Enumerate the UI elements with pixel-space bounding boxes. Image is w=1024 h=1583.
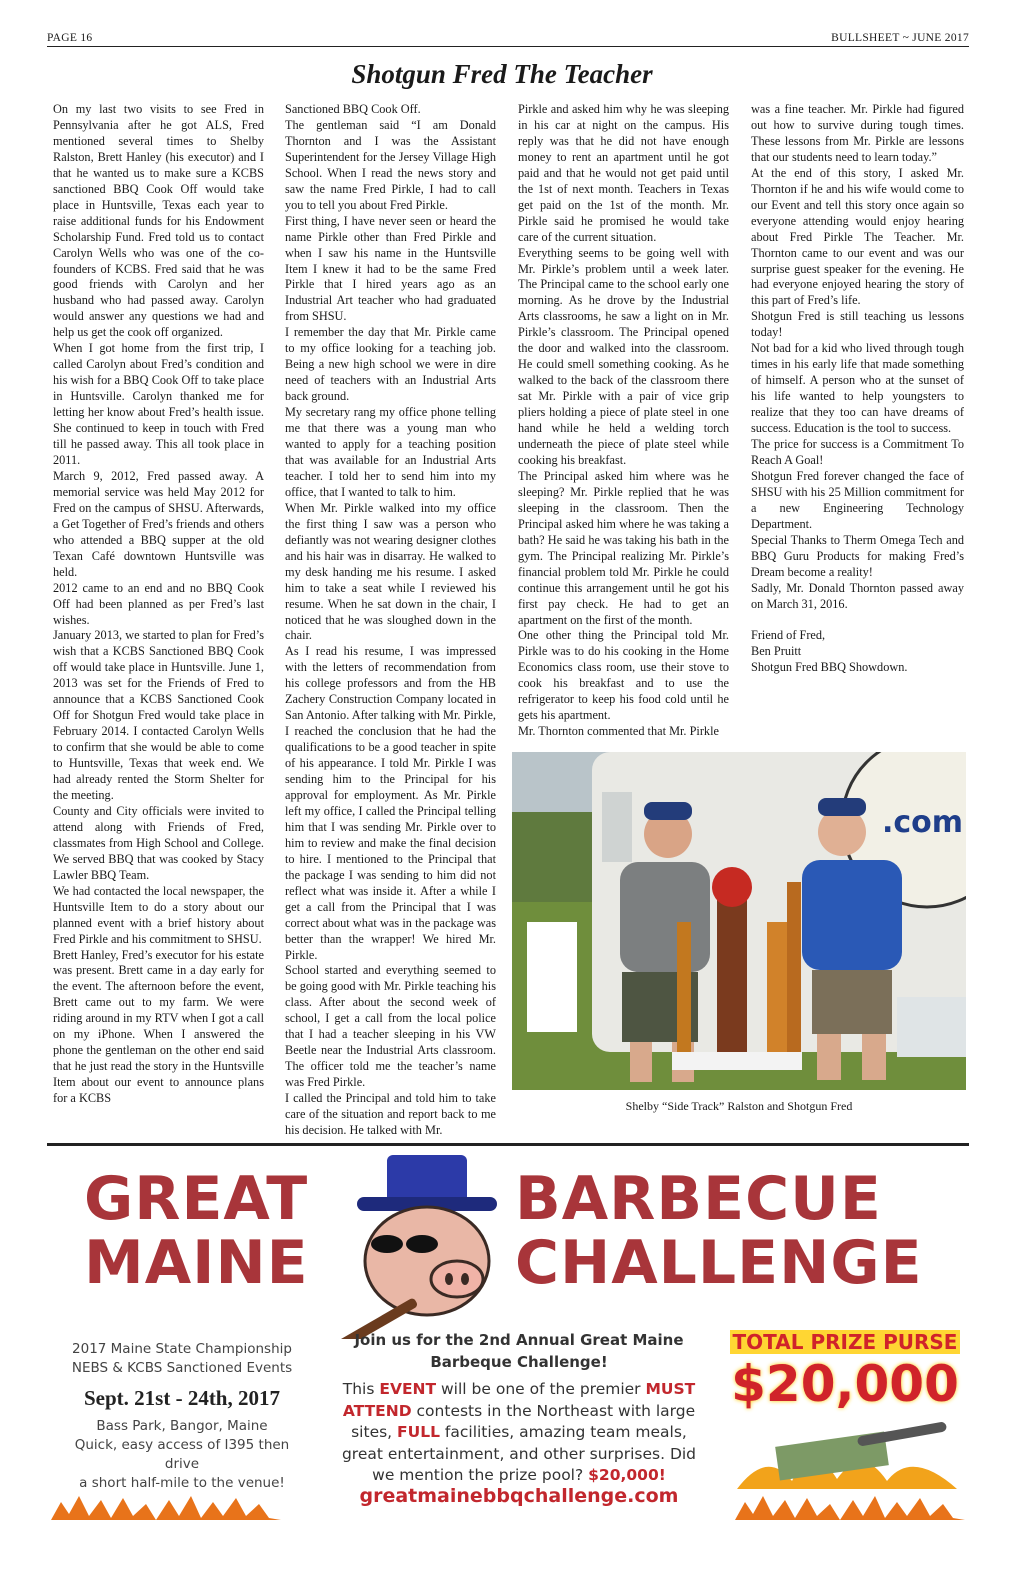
paragraph: was a fine teacher. Mr. Pirkle had figured out how to survive during tough times. These lessons from Mr. Pirkle are lessons that our students need to learn today.”	[751, 102, 964, 164]
paragraph: When Mr. Pirkle walked into my office the first thing I saw was a person who defiantly was not wearing designer clothes and his hair was in disarray. He walked to my desk handing me his resume. I asked him to take a seat while I reviewed his resume. When he sat down in the chair, I noticed that he was sloughed down in the chair.	[285, 500, 496, 643]
ad-body-part: This	[342, 1380, 380, 1398]
signoff-line: Friend of Fred,	[751, 628, 826, 643]
article-photo	[512, 752, 966, 1090]
ad-body-part: facilities, amazing team meals, great entertainment, and other surprises. Did we mention the prize pool?	[341, 1423, 697, 1484]
ad-highlight: $20,000!	[588, 1466, 666, 1484]
paragraph: Pirkle and asked him why he was sleeping in his car at night on the campus. His reply was that he did not have enough money to rent an apartment until he got paid and that he would not get paid until the 1st of next month. Teachers in Texas get paid on the 1st of the month. Mr. Pirkle said he promised he would take care of the current situation.	[518, 102, 729, 244]
paragraph: The Principal asked him where was he sleeping? Mr. Pirkle replied that he was sleeping in the classroom. Then the Principal asked him where he was taking a bath? He said he was taking his bath in the gym. The Principal realizing Mr. Pirkle’s financial problem told Mr. Pirkle he could continue this arrangement until he got his first pay check. He had to get an apartment on the first of the month.	[518, 468, 729, 627]
ad-event-details	[57, 1340, 307, 1493]
paragraph: The gentleman said “I am Donald Thornton and I was the Assistant Superintendent for the Jersey Village High School. When I read the news story and saw the name Fred Pirkle, I had to call you to tell you about Fred Pirkle.	[285, 117, 496, 212]
paragraph: My secretary rang my office phone telling me that there was a young man who wanted to apply for a teaching position that was available for an Industrial Arts teacher. I told her to send him into my office, that I wanted to talk to him.	[285, 405, 496, 499]
ad-venue-line: a short half-mile to the venue!	[79, 1475, 285, 1491]
paragraph: Everything seems to be going well with Mr. Pirkle’s problem until a week later. The Principal came to the school early one morning. As he drove by the Industrial Arts classrooms, he saw a light on in Mr. Pirkle’s classroom. The Principal opened the door and walked into the classroom. He could smell something cooking. As he walked to the back of the classroom there sat Mr. Pirkle with a pair of vice grip pliers holding a piece of plate steel in one hand while he held a welding torch underneath the piece of plate steel while cooking his breakfast.	[518, 245, 729, 467]
paragraph: First thing, I have never seen or heard the name Pirkle other than Fred Pirkle and when I saw his name in the Huntsville Item I knew it had to be the same Fred Pirkle that I hired years ago as an Industrial Art teacher who had graduated from SHSU.	[285, 213, 496, 324]
paragraph: When I got home from the first trip, I called Carolyn about Fred’s condition and his wish for a BBQ Cook Off to take place in Huntsville. Carolyn thanked me for letting her know about Fred’s health issue. She continued to keep in touch with Fred till he passed away. This all took place in 2011.	[53, 341, 264, 467]
paragraph: Sanctioned BBQ Cook Off.	[285, 102, 421, 116]
article-column-4	[751, 102, 964, 752]
ad-invitation	[329, 1329, 709, 1487]
paragraph: On my last two visits to see Fred in Pennsylvania after he got ALS, Fred mentioned several times to Shelby Ralston, Brett Hanley (his executor) and I that he wanted us to make sure a KCBS sanctioned BBQ Cook Off would take place in Huntsville, Texas each year to raise additional funds for his Endowment Scholarship Fund. Fred told us to contact Carolyn Wells who was one of the co-founders of KCBS. Fred said that he was good friends with Carolyn and her husband who had passed away. Carolyn would answer any questions we had and help us get the cook off organized.	[53, 102, 264, 340]
paragraph: As I read his resume, I was impressed with the letters of recommendation from his college professors and from the HB Zachery Construction Company located in San Antonio. After talking with Mr. Pirkle, I reached the conclusion that he had the qualifications to be a good teacher in spite of his appearance. I told Mr. Pirkle I was sending him to the Principal for his approval for employment. As Mr. Pirkle left my office, I called the Principal telling him that I was sending Mr. Pirkle over to him to review and make the final decision to hire. I mentioned to the Principal that the package I was sending to him did not reflect what was inside it. After a while I get a call from the Principal that I was correct about what was in the package was better than the wrapper! We hired Mr. Pirkle.	[285, 644, 496, 962]
ad-body-text	[329, 1379, 709, 1487]
signoff-line: Ben Pruitt	[751, 644, 802, 659]
money-grill-icon	[737, 1419, 957, 1499]
paragraph: I remember the day that Mr. Pirkle came to my office looking for a teaching job. Being a new high school we were in dire need of teachers with an Industrial Arts back ground.	[285, 325, 496, 404]
paragraph: Shotgun Fred is still teaching us lessons today!	[751, 309, 964, 340]
paragraph: 2012 came to an end and no BBQ Cook Off had been planned as per Fred’s last wishes.	[53, 580, 264, 627]
flame-decoration-icon	[735, 1494, 965, 1520]
paragraph: I called the Principal and told him to take care of the situation and report back to me his decision. He talked with Mr.	[285, 1091, 496, 1137]
article-column-1	[53, 102, 264, 1142]
ad-body-part: contests in the Northeast with large sites,	[351, 1401, 696, 1441]
signoff-line: Shotgun Fred BBQ Showdown.	[751, 660, 908, 675]
article-title: Shotgun Fred The Teacher	[351, 59, 653, 89]
article-column-3	[518, 102, 729, 742]
paragraph: Mr. Thornton commented that Mr. Pirkle	[518, 724, 719, 739]
pig-mascot-icon	[327, 1149, 517, 1339]
ad-dates: Sept. 21st - 24th, 2017	[83, 1386, 280, 1410]
sign-text: .com	[882, 805, 964, 840]
prize-amount: $20,000	[731, 1355, 959, 1413]
article-column-2	[285, 102, 496, 1142]
ad-title-word: CHALLENGE	[515, 1228, 923, 1298]
ad-highlight: EVENT	[379, 1380, 437, 1398]
photo-caption: Shelby “Side Track” Ralston and Shotgun Fred	[625, 1099, 853, 1113]
issue-label: BULLSHEET ~ JUNE 2017	[831, 32, 969, 44]
event-advertisement	[47, 1149, 969, 1535]
photo-illustration	[512, 752, 966, 1090]
page-number: PAGE 16	[47, 32, 93, 44]
paragraph: Brett Hanley, Fred’s executor for his estate was present. Brett came in a day early for the event. The afternoon before the event, Brett came out to my farm. We were riding around in my RTV when I got a call on my iPhone. When I answered the phone the gentleman on the other end said that he just read the story in the Huntsville Item about our event to announce plans for a KCBS	[53, 947, 264, 1106]
ad-join-line: Join us for the 2nd Annual Great Maine	[354, 1331, 684, 1349]
ad-title-right	[515, 1164, 923, 1298]
flame-decoration-icon	[51, 1494, 281, 1520]
ad-website-link[interactable]: greatmainebbqchallenge.com	[359, 1485, 679, 1507]
paragraph: One other thing the Principal told Mr. Pirkle was to do his cooking in the Home Economics class room, use their stove to cook his breakfast and to use the refrigerator to keep his food cold until he gets his apartment.	[518, 628, 729, 723]
paragraph: Not bad for a kid who lived through tough times in his early life that made something of himself. A person who at the sunset of his life wanted to help youngsters to realize that they too can have dreams of success. Education is the tool to success.	[751, 341, 964, 436]
paragraph: County and City officials were invited to attend along with Friends of Fred, classmates from High School and College. We served BBQ that was cooked by Stacy Lawler BBQ Team.	[53, 803, 264, 882]
ad-highlight: FULL	[397, 1423, 440, 1441]
ad-title-word: MAINE	[84, 1228, 309, 1298]
ad-title-word: GREAT	[84, 1164, 309, 1234]
ad-detail-line: NEBS & KCBS Sanctioned Events	[71, 1360, 293, 1376]
ad-highlight: MUST ATTEND	[342, 1380, 696, 1420]
section-divider	[47, 1143, 969, 1146]
ad-title-word: BARBECUE	[515, 1164, 882, 1234]
ad-title-left	[84, 1164, 309, 1298]
ad-detail-line: 2017 Maine State Championship	[72, 1341, 292, 1357]
ad-venue-line: Bass Park, Bangor, Maine	[96, 1418, 268, 1434]
paragraph: At the end of this story, I asked Mr. Thornton if he and his wife would come to our Event and tell this story once again so everyone attending would enjoy hearing about Fred Pirkle The Teacher. Mr. Thornton came to our event and was our surprise guest speaker for the evening. He had everyone enjoyed hearing the story of this part of Fred’s life.	[751, 165, 964, 308]
prize-purse-label: TOTAL PRIZE PURSE	[730, 1330, 960, 1354]
paragraph: Shotgun Fred forever changed the face of SHSU with his 25 Million commitment for a new Engineering Technology Department.	[751, 468, 964, 531]
ad-join-line: Barbeque Challenge!	[430, 1353, 608, 1371]
paragraph: We had contacted the local newspaper, the Huntsville Item to do a story about our planned event with a brief history about Fred Pirkle and his commitment to SHSU.	[53, 883, 264, 946]
paragraph: School started and everything seemed to be going good with Mr. Pirkle teaching his class. After about the second week of school, I get a call from the local police that I had a teacher sleeping in his VW Beetle near the Industrial Arts classroom. The officer told me the teacher’s name was Fred Pirkle.	[285, 963, 496, 1090]
ad-venue-line: Quick, easy access of I395 then drive	[74, 1437, 290, 1472]
paragraph: Special Thanks to Therm Omega Tech and BBQ Guru Products for making Fred’s Dream become a reality!	[751, 532, 964, 579]
paragraph: January 2013, we started to plan for Fred’s wish that a KCBS Sanctioned BBQ Cook off would take place in Huntsville. June 1, 2013 was set for the Friends of Fred to announce that a KCBS Sanctioned Cook Off for Shotgun Fred would take place in February 2014. I contacted Carolyn Wells to confirm that she would be able to come to Huntsville, Texas that week end. We had already rented the Storm Shelter for the meeting.	[53, 628, 264, 802]
paragraph: The price for success is a Commitment To Reach A Goal!	[751, 437, 964, 467]
page-header	[47, 30, 969, 47]
ad-body-part: will be one of the premier	[436, 1380, 646, 1398]
paragraph: March 9, 2012, Fred passed away. A memorial service was held May 2012 for Fred on the campus of SHSU. Afterwards, a Get Together of Fred’s friends and others who attended a BBQ supper at the old Texan Café downtown Huntsville was held.	[53, 468, 264, 579]
paragraph: Sadly, Mr. Donald Thornton passed away on March 31, 2016.	[751, 580, 964, 611]
